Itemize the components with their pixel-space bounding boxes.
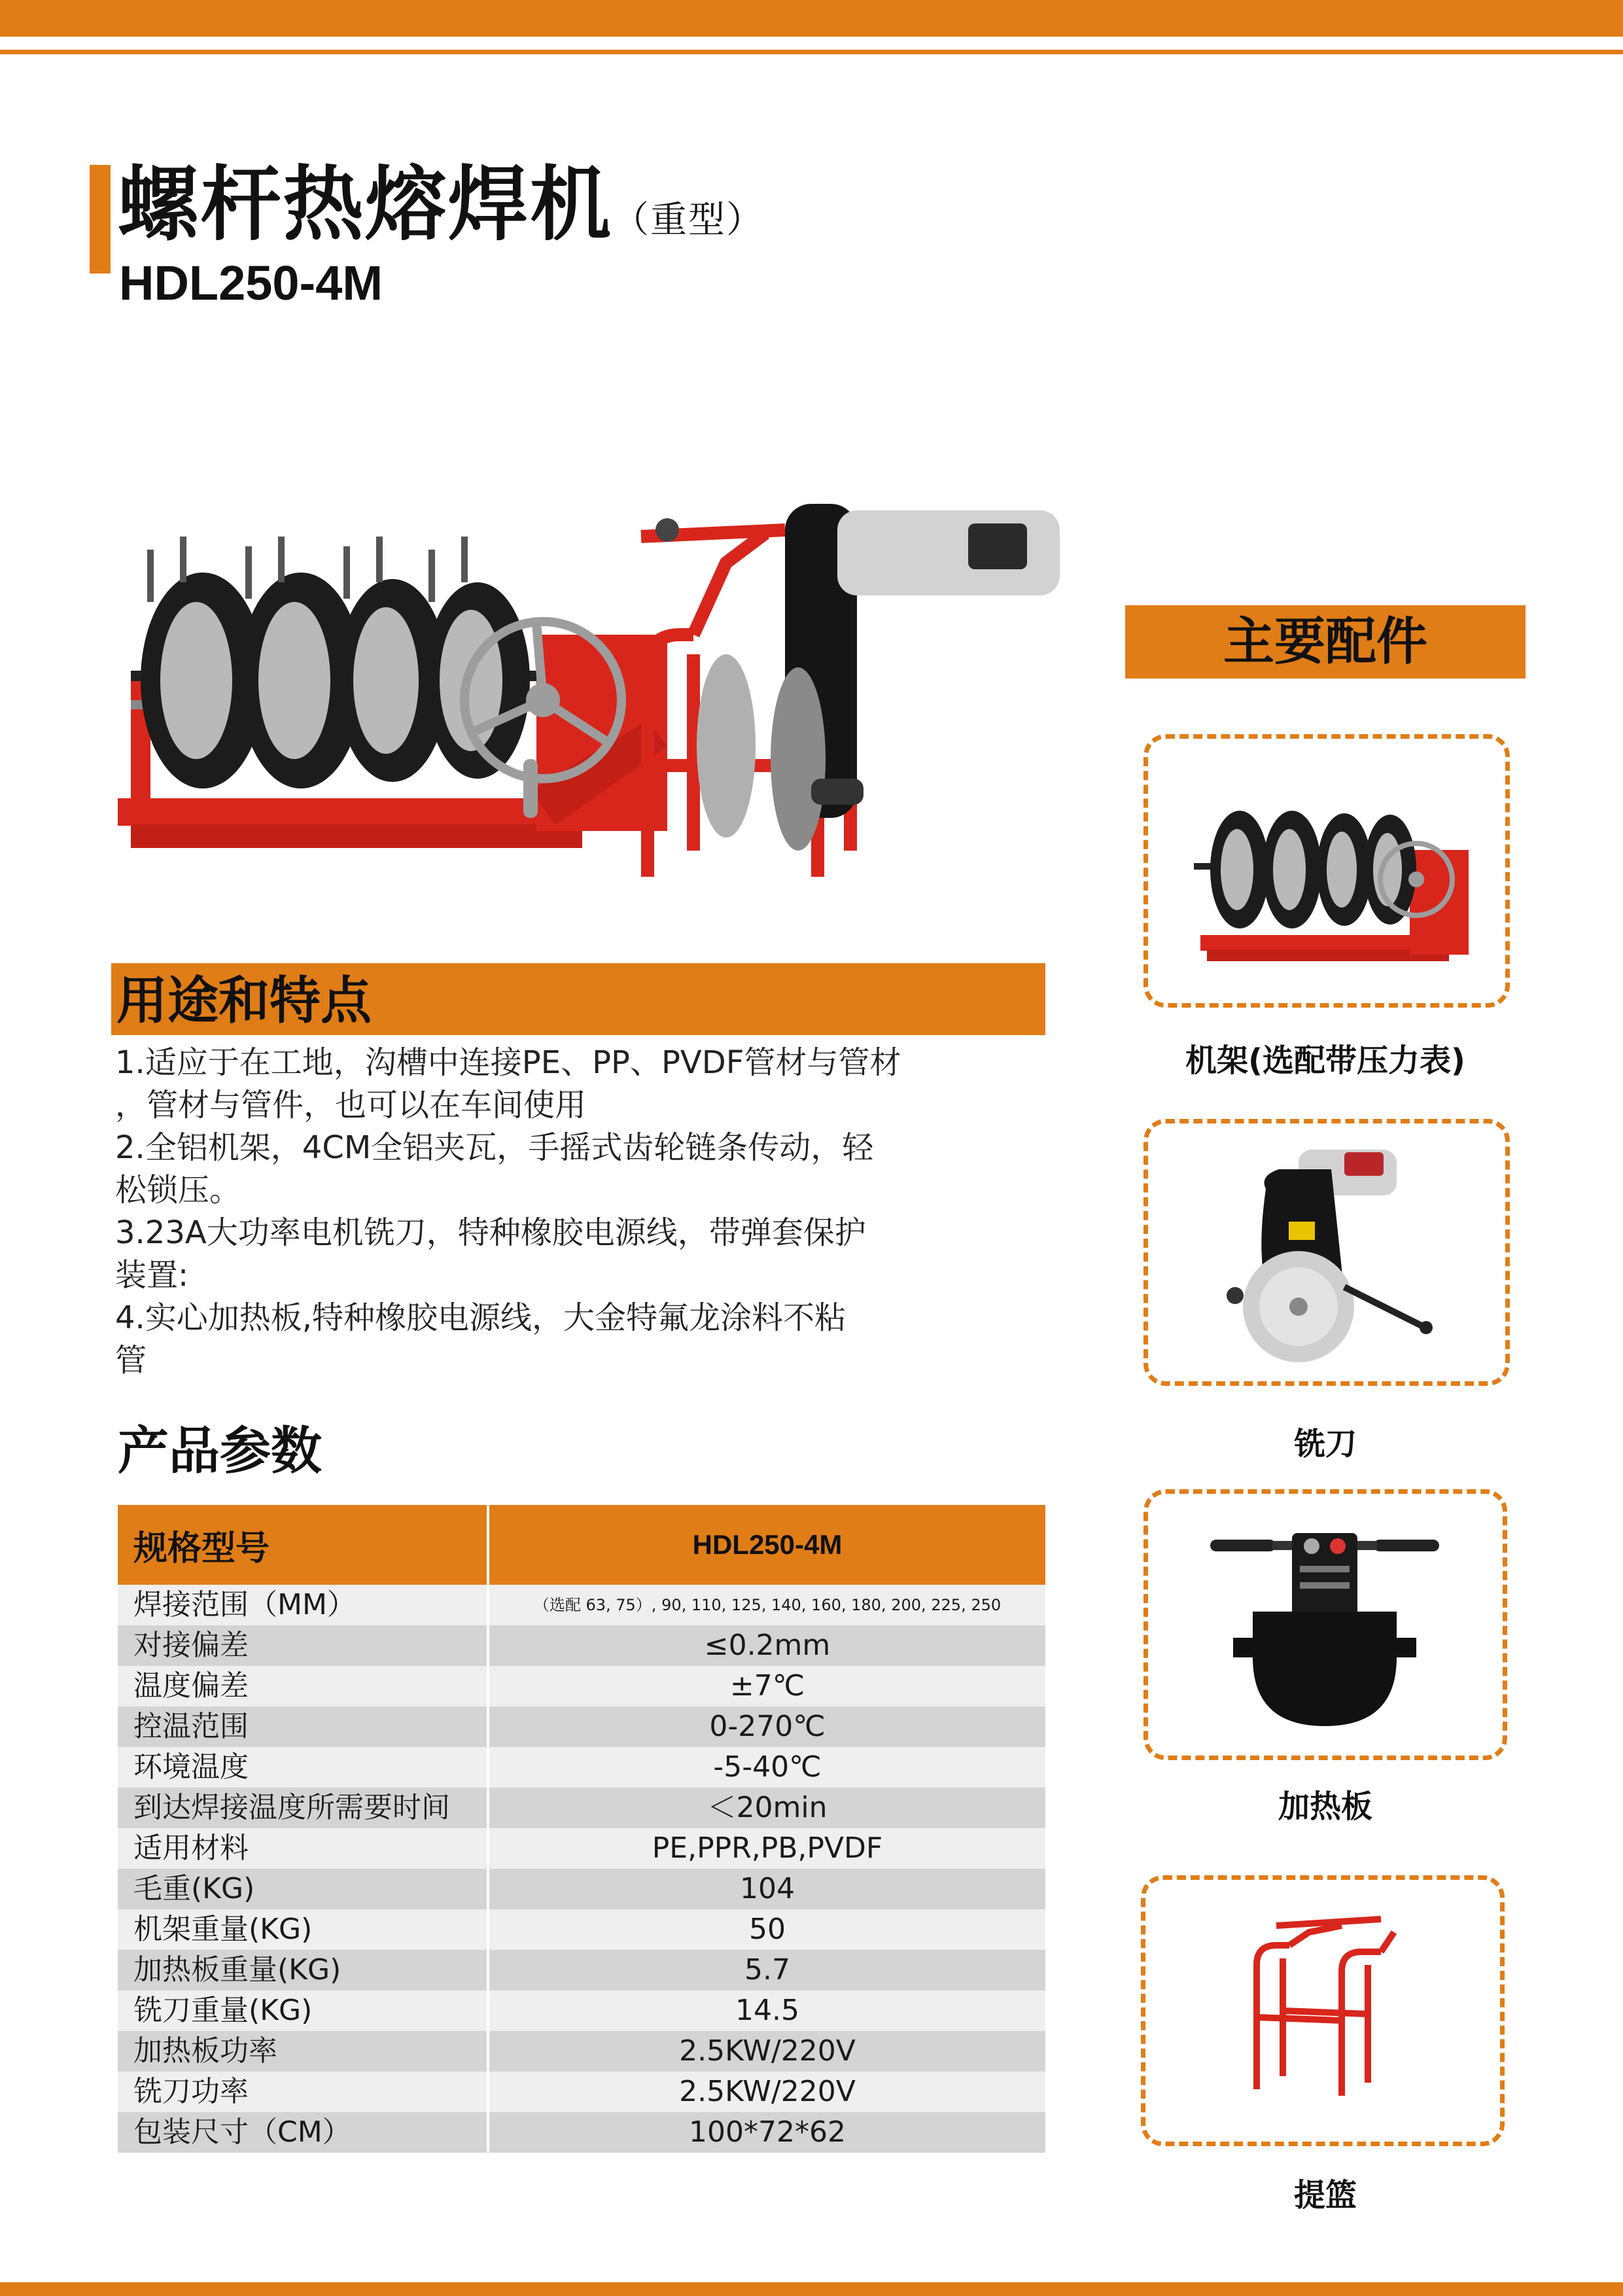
machine-frame-photo <box>1148 739 1505 1003</box>
spec-key: 到达焊接温度所需要时间 <box>118 1788 488 1828</box>
spec-value: 2.5KW/220V <box>488 2031 1045 2072</box>
accessory-card-frame <box>1143 734 1510 1008</box>
accessories-heading: 主要配件 <box>1223 612 1427 671</box>
spec-key: 环境温度 <box>118 1747 488 1788</box>
feature-line: 1.适应于在工地，沟槽中连接PE、PP、PVDF管材与管材 <box>115 1044 901 1081</box>
table-row <box>118 1788 1045 1828</box>
spec-value: 104 <box>488 1869 1045 1909</box>
table-row <box>118 1909 1045 1950</box>
spec-key: 加热板功率 <box>118 2031 488 2072</box>
spec-value: 2.5KW/220V <box>488 2072 1045 2112</box>
table-row <box>118 1950 1045 1990</box>
table-row <box>118 1747 1045 1788</box>
spec-key: 毛重(KG) <box>118 1869 488 1909</box>
top-accent-band <box>0 0 1623 37</box>
title-suffix: （重型） <box>612 199 765 241</box>
table-row <box>118 1990 1045 2031</box>
spec-value: -5-40℃ <box>488 1747 1045 1788</box>
spec-value: ＜20min <box>488 1788 1045 1828</box>
spec-key: 适用材料 <box>118 1828 488 1869</box>
model-number: HDL250-4M <box>119 256 383 310</box>
table-row <box>118 1706 1045 1747</box>
accessory-label-heater: 加热板 <box>1278 1788 1372 1825</box>
spec-value: ≤0.2mm <box>488 1625 1045 1666</box>
bottom-accent-band <box>0 2282 1623 2296</box>
features-heading: 用途和特点 <box>116 972 372 1031</box>
title-text: 螺杆热熔焊机 <box>118 158 613 252</box>
table-row <box>118 1585 1045 1625</box>
table-row <box>118 1666 1045 1706</box>
top-accent-line <box>0 50 1623 54</box>
spec-value: 14.5 <box>488 1990 1045 2031</box>
table-row <box>118 2031 1045 2072</box>
feature-line: 装置: <box>115 1257 189 1294</box>
table-row <box>118 2072 1045 2112</box>
milling-cutter-photo <box>1148 1123 1505 1381</box>
accessory-label-frame: 机架(选配带压力表) <box>1185 1042 1465 1079</box>
accessory-label-cutter: 铣刀 <box>1293 1426 1357 1462</box>
spec-key: 机架重量(KG) <box>118 1909 488 1950</box>
spec-header-key: 规格型号 <box>118 1505 488 1585</box>
spec-key: 焊接范围（MM） <box>118 1585 488 1625</box>
features-text <box>115 1042 985 1382</box>
accessory-card-heater <box>1143 1489 1507 1760</box>
spec-key: 温度偏差 <box>118 1666 488 1706</box>
spec-value: 0-270℃ <box>488 1706 1045 1747</box>
feature-line: ，管材与管件，也可以在车间使用 <box>115 1087 587 1123</box>
page-title <box>118 156 764 270</box>
feature-line: 管 <box>115 1342 147 1379</box>
accessory-card-basket <box>1141 1875 1505 2146</box>
feature-line: 4.实心加热板,特种橡胶电源线，大金特氟龙涂料不粘 <box>115 1299 846 1336</box>
feature-line: 松锁压。 <box>115 1172 241 1209</box>
title-accent-bar <box>90 165 111 274</box>
spec-table <box>118 1505 1045 2153</box>
spec-value: 5.7 <box>488 1950 1045 1990</box>
table-row <box>118 1869 1045 1909</box>
spec-value: 100*72*62 <box>488 2112 1045 2153</box>
spec-value: PE,PPR,PB,PVDF <box>488 1828 1045 1869</box>
feature-line: 2.全铝机架，4CM全铝夹瓦，手摇式齿轮链条传动，轻 <box>115 1129 874 1166</box>
specs-heading: 产品参数 <box>118 1422 323 1481</box>
spec-header-row <box>118 1505 1045 1585</box>
table-row <box>118 1828 1045 1869</box>
accessory-card-cutter <box>1143 1119 1510 1386</box>
table-row <box>118 1625 1045 1666</box>
spec-key: 铣刀功率 <box>118 2072 488 2112</box>
heating-plate-photo <box>1148 1494 1503 1756</box>
spec-key: 包装尺寸（CM） <box>118 2112 488 2153</box>
spec-key: 加热板重量(KG) <box>118 1950 488 1990</box>
butt-fusion-machine-photo <box>105 484 1073 890</box>
spec-value: ±7℃ <box>488 1666 1045 1706</box>
spec-value: （选配 63, 75）, 90, 110, 125, 140, 160, 180, 200, 225, 250 <box>488 1585 1045 1625</box>
spec-key: 铣刀重量(KG) <box>118 1990 488 2031</box>
basket-stand-photo <box>1145 1880 1500 2142</box>
accessory-label-basket: 提篮 <box>1293 2177 1357 2214</box>
spec-value: 50 <box>488 1909 1045 1950</box>
table-row <box>118 2112 1045 2153</box>
feature-line: 3.23A大功率电机铣刀，特种橡胶电源线，带弹套保护 <box>115 1214 866 1251</box>
spec-key: 对接偏差 <box>118 1625 488 1666</box>
spec-key: 控温范围 <box>118 1706 488 1747</box>
spec-header-value: HDL250-4M <box>488 1505 1045 1585</box>
